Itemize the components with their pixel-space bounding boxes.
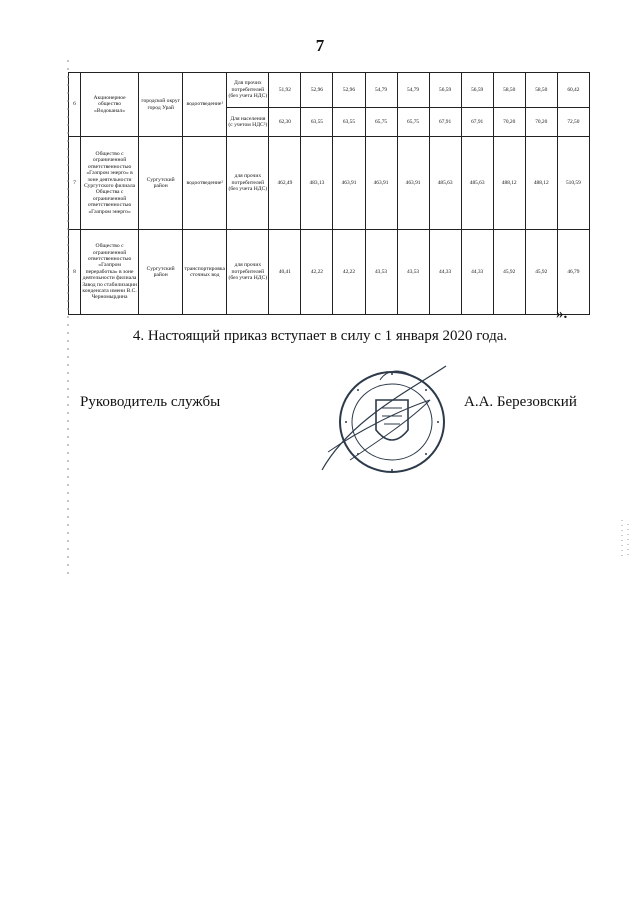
consumer-cell: Для населения (с учетом НДС²): [227, 108, 269, 137]
value-cell: 44,33: [461, 230, 493, 315]
value-cell: 65,75: [365, 108, 397, 137]
value-cell: 485,63: [461, 137, 493, 230]
value-cell: 58,50: [525, 73, 557, 108]
signature-role: Руководитель службы: [80, 394, 221, 410]
tariff-table: [68, 72, 590, 315]
page-number: 7: [315, 36, 325, 55]
row-number: 6: [69, 73, 81, 137]
value-cell: 42,22: [333, 230, 365, 315]
value-cell: 70,20: [525, 108, 557, 137]
value-cell: 45,92: [525, 230, 557, 315]
value-cell: 60,42: [557, 73, 589, 108]
value-cell: 40,41: [269, 230, 301, 315]
consumer-cell: Для прочих потребителей (без учета НДС): [227, 73, 269, 108]
value-cell: 67,91: [461, 108, 493, 137]
value-cell: 43,53: [365, 230, 397, 315]
value-cell: 45,92: [493, 230, 525, 315]
value-cell: 65,75: [397, 108, 429, 137]
value-cell: 63,55: [301, 108, 333, 137]
value-cell: 56,59: [461, 73, 493, 108]
value-cell: 463,91: [333, 137, 365, 230]
value-cell: 62,30: [269, 108, 301, 137]
value-cell: 483,13: [301, 137, 333, 230]
table-row: [69, 137, 590, 230]
table-row: [69, 230, 590, 315]
value-cell: 42,22: [301, 230, 333, 315]
territory-cell: Сургутский район: [139, 230, 183, 315]
territory-cell: городской округ город Урай: [139, 73, 183, 137]
closing-quote: ».: [556, 306, 568, 322]
margin-scan-marks: [618, 520, 634, 560]
organization-cell: Акционерное общество «Водоканал»: [81, 73, 139, 137]
consumer-cell: для прочих потребителей (без учета НДС): [227, 137, 269, 230]
territory-cell: Сургутский район: [139, 137, 183, 230]
value-cell: 485,63: [429, 137, 461, 230]
row-number: 7: [69, 137, 81, 230]
value-cell: 488,12: [525, 137, 557, 230]
value-cell: 52,96: [301, 73, 333, 108]
value-cell: 44,33: [429, 230, 461, 315]
margin-scan-marks: [50, 60, 70, 580]
order-clause: 4. Настоящий приказ вступает в силу с 1 января 2020 года.: [132, 328, 508, 344]
service-cell: водоотведение¹: [183, 73, 227, 137]
value-cell: 43,53: [397, 230, 429, 315]
signature-name: А.А. Березовский: [464, 394, 577, 410]
value-cell: 463,91: [365, 137, 397, 230]
value-cell: 54,79: [365, 73, 397, 108]
value-cell: 52,96: [333, 73, 365, 108]
official-seal-icon: [320, 360, 452, 480]
value-cell: 510,59: [557, 137, 589, 230]
value-cell: 72,50: [557, 108, 589, 137]
value-cell: 56,59: [429, 73, 461, 108]
value-cell: 54,79: [397, 73, 429, 108]
value-cell: 488,12: [493, 137, 525, 230]
value-cell: 463,91: [397, 137, 429, 230]
value-cell: 67,91: [429, 108, 461, 137]
organization-cell: Общество с ограниченной ответственностью «Газпром энерго» в зоне деятельности Сургутского филиала Общества с ограниченной ответственностью «Газпром энерго»: [81, 137, 139, 230]
table-row: [69, 73, 590, 108]
service-cell: транспортировка сточных вод: [183, 230, 227, 315]
value-cell: 46,79: [557, 230, 589, 315]
consumer-cell: для прочих потребителей (без учета НДС): [227, 230, 269, 315]
value-cell: 70,20: [493, 108, 525, 137]
value-cell: 63,55: [333, 108, 365, 137]
value-cell: 462,49: [269, 137, 301, 230]
row-number: 8: [69, 230, 81, 315]
value-cell: 58,50: [493, 73, 525, 108]
service-cell: водоотведение²: [183, 137, 227, 230]
value-cell: 51,92: [269, 73, 301, 108]
organization-cell: Общество с ограниченной ответственностью «Газпром переработка» в зоне деятельности филиала Завод по стабилизации конденсата имени В.С. Черномырдина: [81, 230, 139, 315]
